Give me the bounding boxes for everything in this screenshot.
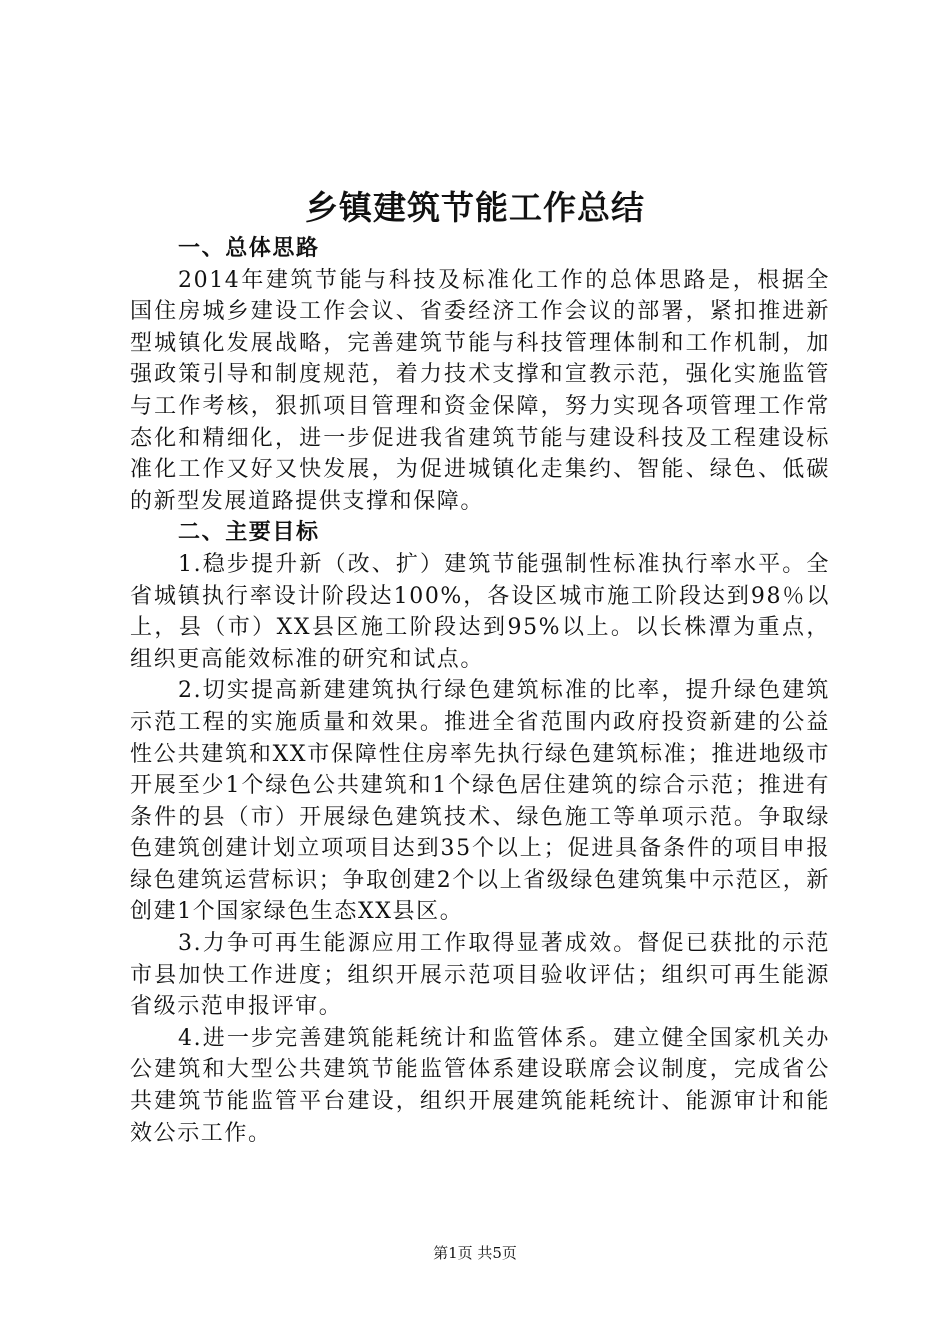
paragraph-goal-4: 4.进一步完善建筑能耗统计和监管体系。建立健全国家机关办公建筑和大型公共建筑节能监管体系建设联席会议制度，完成省公共建筑节能监管平台建设，组织开展建筑能耗统计、能源审计和能效公示工作。 <box>130 1025 830 1146</box>
paragraph-goal-2: 2.切实提高新建建筑执行绿色建筑标准的比率，提升绿色建筑示范工程的实施质量和效果。推进全省范围内政府投资新建的公益性公共建筑和XX市保障性住房率先执行绿色建筑标准；推进地级市开展至少1个绿色公共建筑和1个绿色居住建筑的综合示范；推进有条件的县（市）开展绿色建筑技术、绿色施工等单项示范。争取绿色建筑创建计划立项项目达到35个以上；促进具备条件的项目申报绿色建筑运营标识；争取创建2个以上省级绿色建筑集中示范区，新创建1个国家绿色生态XX县区。 <box>130 678 830 925</box>
paragraph-overall-approach: 2014年建筑节能与科技及标准化工作的总体思路是，根据全国住房城乡建设工作会议、省委经济工作会议的部署，紧扣推进新型城镇化发展战略，完善建筑节能与科技管理体制和工作机制，加强政策引导和制度规范，着力技术支撑和宣教示范，强化实施监管与工作考核，狠抓项目管理和资金保障，努力实现各项管理工作常态化和精细化，进一步促进我省建筑节能与建设科技及工程建设标准化工作又好又快发展，为促进城镇化走集约、智能、绿色、低碳的新型发展道路提供支撑和保障。 <box>130 267 830 514</box>
paragraph-goal-3: 3.力争可再生能源应用工作取得显著成效。督促已获批的示范市县加快工作进度；组织开展示范项目验收评估；组织可再生能源省级示范申报评审。 <box>130 931 830 1020</box>
document-title: 乡镇建筑节能工作总结 <box>305 188 645 227</box>
document-body <box>130 233 830 1149</box>
paragraph-goal-1: 1.稳步提升新（改、扩）建筑节能强制性标准执行率水平。全省城镇执行率设计阶段达100%，各设区城市施工阶段达到98％以上，县（市）XX县区施工阶段达到95%以上。以长株潭为重点，组织更高能效标准的研究和试点。 <box>130 551 830 672</box>
page-number-footer: 第1页 共5页 <box>433 1244 517 1262</box>
section-heading-overall-approach: 一、总体思路 <box>178 236 320 261</box>
section-heading-main-goals: 二、主要目标 <box>178 520 320 546</box>
